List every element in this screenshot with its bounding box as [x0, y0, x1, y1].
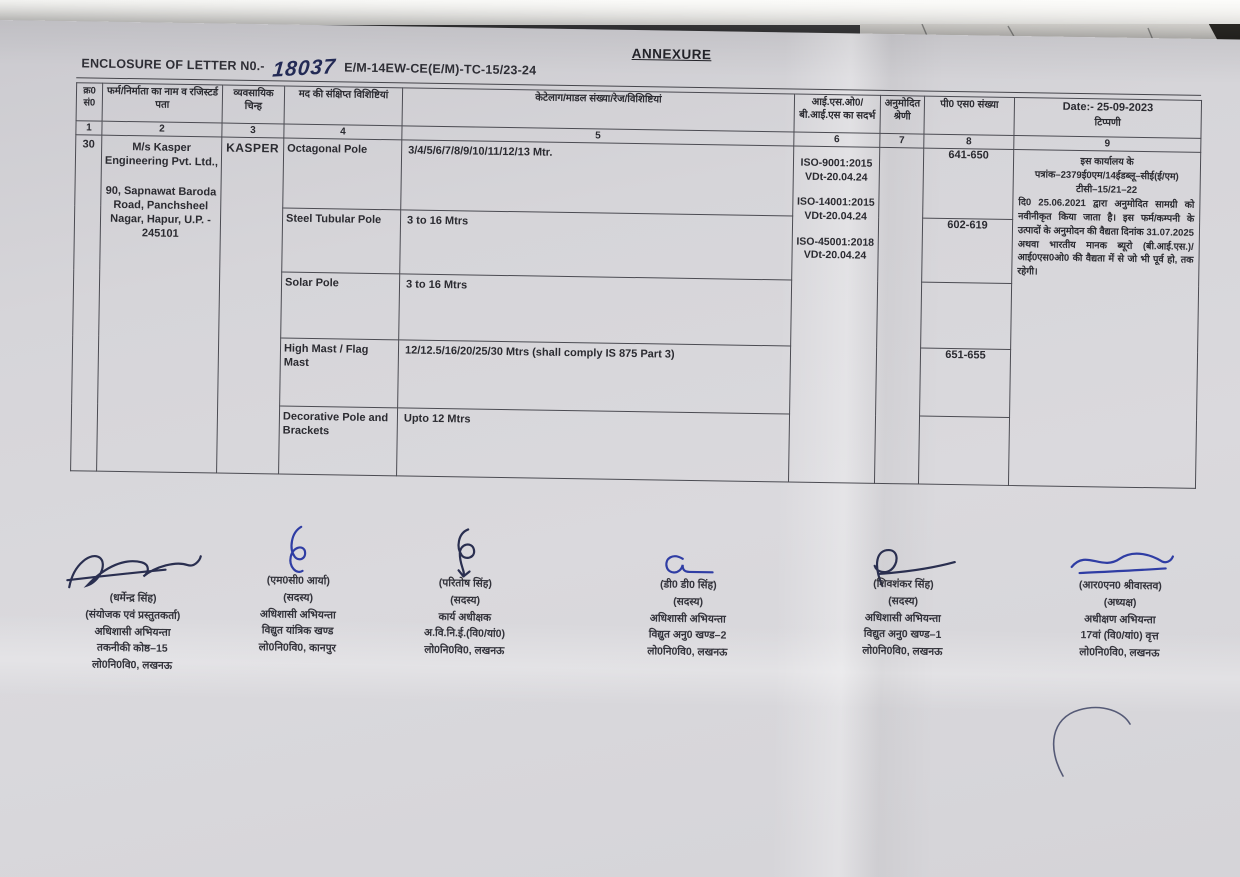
signature-name: (डी0 डी0 सिंह)	[659, 578, 717, 592]
col-num: 6	[794, 132, 880, 147]
signature-role-line: लो0नि0वि0, लखनऊ	[91, 658, 173, 673]
trademark-cell: KASPER	[217, 137, 284, 474]
signature-role-line: (सदस्य)	[450, 593, 481, 607]
signature-scribble	[280, 523, 317, 578]
annexure-title: ANNEXURE	[631, 45, 712, 63]
signature-role-line: कार्य अधीक्षक	[438, 610, 492, 624]
remarks-header-label: टिप्पणी	[1094, 117, 1121, 129]
item-name-cell: Solar Pole	[281, 272, 400, 340]
col-header-catalog: केटेलाग/माडल संख्या/रेज/विशिष्टियां	[402, 88, 795, 132]
signature-block	[1034, 544, 1206, 663]
iso-validity: VDt-20.04.24	[804, 209, 867, 223]
item-name-cell: Steel Tubular Pole	[282, 208, 401, 274]
signature-scribble	[63, 547, 204, 595]
iso-validity: VDt-20.04.24	[803, 248, 867, 262]
signature-role-line: (संयोजक एवं प्रस्तुतकर्ता)	[85, 608, 181, 622]
signature-role-line: अधिशासी अभियन्ता	[259, 607, 336, 621]
signature-block	[389, 524, 541, 660]
col-header-category: अनुमोदित श्रेणी	[880, 95, 925, 134]
signature-block	[57, 547, 209, 675]
signature-role-line: लो0नि0वि0, लखनऊ	[862, 644, 943, 659]
signature-role-line: विद्युत अनु0 खण्ड–1	[863, 628, 942, 642]
remarks-line: पत्रांक–2379ई0एम/14ईडब्लू–सीई(ई/एम)	[1034, 169, 1179, 183]
item-spec-cell: Upto 12 Mtrs	[397, 408, 790, 482]
ps-number-cell	[921, 282, 1012, 349]
signature-block	[612, 548, 764, 662]
enclosure-suffix: E/M-14EW-CE(E/M)-TC-15/23-24	[344, 60, 537, 78]
col-num: 1	[76, 121, 102, 135]
col-header-serial: क्र0 सं0	[76, 83, 103, 121]
approved-category-cell	[874, 147, 923, 484]
signature-role-line: अ.वि.नि.ई.(वि0/यां0)	[424, 627, 506, 641]
signature-role-line: अधिशासी अभियन्ता	[864, 611, 941, 625]
firm-address: 90, Sapnawat Baroda Road, Panchsheel Nagar, Hapur, U.P. - 245101	[105, 184, 217, 241]
signature-name: (शिवशंकर सिंह)	[873, 577, 934, 591]
col-header-ps: पी0 एस0 संख्या	[924, 96, 1015, 135]
col-num: 2	[102, 121, 222, 137]
iso-cert: ISO-9001:2015	[800, 156, 873, 170]
col-num: 3	[222, 123, 284, 138]
col-header-iso: आई.एस.ओ0/ बी.आई.एस का सदर्भ	[794, 94, 881, 133]
date-label: Date:- 25-09-2023	[1062, 100, 1154, 115]
col-num: 8	[924, 134, 1014, 149]
iso-cert: ISO-14001:2015	[796, 195, 875, 210]
signature-role-line: तकनीकी कोष्ठ–15	[96, 642, 168, 656]
col-num: 4	[284, 124, 402, 140]
item-spec-cell: 3 to 16 Mtrs	[400, 210, 793, 280]
item-name-cell: High Mast / Flag Mast	[280, 338, 399, 408]
signature-name: (आर0एन0 श्रीवास्तव)	[1078, 579, 1162, 593]
desk-top-strip	[0, 0, 1240, 25]
approval-table	[70, 82, 1202, 489]
col-header-trademark: व्यवसायिक चिन्ह	[222, 85, 285, 124]
signature-role-line: लो0नि0वि0, लखनऊ	[424, 643, 505, 658]
ps-number-cell: 602-619	[922, 218, 1013, 283]
item-spec-cell: 3/4/5/6/7/8/9/10/11/12/13 Mtr.	[401, 140, 794, 216]
signature-name: (परितोष सिंह)	[438, 577, 492, 590]
col-num: 5	[402, 126, 794, 146]
letter-number-handwritten: 18037	[271, 55, 338, 82]
signature-role-line: विद्युत यांत्रिक खण्ड	[261, 624, 334, 638]
signature-block	[227, 522, 369, 658]
firm-cell	[97, 135, 222, 473]
serial-cell: 30	[71, 135, 102, 471]
iso-cell	[788, 146, 879, 483]
signature-role-line: अधीक्षण अभियन्ता	[1084, 612, 1156, 626]
signature-role-line: लो0नि0वि0, लखनऊ	[1079, 646, 1160, 660]
col-header-remarks	[1014, 97, 1202, 138]
signature-role-line: लो0नि0वि0, लखनऊ	[647, 645, 728, 659]
item-spec-cell: 12/12.5/16/20/25/30 Mtrs (shall comply IS 875 Part 3)	[398, 340, 791, 414]
signature-role-line: (अध्यक्ष)	[1103, 596, 1137, 609]
col-header-firm: फर्म/निर्माता का नाम व रजिस्टर्ड पता	[102, 83, 223, 123]
firm-name: M/s Kasper Engineering Pvt. Ltd.,	[104, 141, 219, 169]
iso-cert: ISO-45001:2018	[796, 235, 875, 249]
col-num: 9	[1014, 135, 1201, 152]
signature-role-line: अधिशासी अभियन्ता	[649, 611, 726, 626]
ps-number-cell: 641-650	[923, 148, 1014, 219]
item-name-cell: Octagonal Pole	[283, 138, 402, 210]
col-header-item: मद की संक्षिप्त विशिष्टियां	[284, 86, 403, 126]
col-num: 7	[880, 133, 924, 148]
iso-validity: VDt-20.04.24	[804, 170, 868, 184]
remarks-cell	[1008, 149, 1200, 488]
signature-role-line: (सदस्य)	[888, 594, 919, 608]
ps-number-cell: 651-655	[920, 348, 1011, 417]
enclosure-prefix: ENCLOSURE OF LETTER N0.-	[81, 56, 265, 74]
item-name-cell: Decorative Pole and Brackets	[279, 406, 398, 476]
enclosure-line	[81, 53, 536, 84]
signature-role-line: (सदस्य)	[673, 595, 704, 608]
ps-number-cell	[918, 416, 1009, 485]
signature-name: (एम0सी0 आर्या)	[266, 574, 330, 588]
signature-block	[822, 543, 984, 661]
signature-scribble	[445, 525, 486, 580]
signature-role-line: अधिशासी अभियन्ता	[94, 625, 171, 639]
item-spec-cell: 3 to 16 Mtrs	[399, 274, 792, 346]
signature-role-line: विद्युत अनु0 खण्ड–2	[648, 628, 727, 642]
remarks-line: इस कार्यालय के	[1080, 156, 1134, 168]
remarks-line: टीसी–15/21–22	[1076, 183, 1138, 196]
signature-role-line: (सदस्य)	[283, 591, 314, 604]
signature-role-line: 17वां (वि0/यां0) वृत्त	[1080, 629, 1159, 643]
pen-stroke-mark	[1035, 700, 1155, 785]
remarks-body: दि0 25.06.2021 द्वारा अनुमोदित सामग्री को नवीनीकृत किया जाता है। इस फर्म/कम्पनी के उत्पादों के अनुमोदन की वैद्यता दिनांक 31.07.2025 अथवा भारतीय मानक ब्यूरो (बी.आई.एस.)/आई0एस0ओ0 की वैद्यता में से जो भी पूर्व हो, तक रहेगी।	[1017, 197, 1195, 278]
signature-name: (धर्मेन्द्र सिंह)	[109, 591, 157, 605]
signature-role-line: लो0नि0वि0, कानपुर	[258, 641, 336, 655]
